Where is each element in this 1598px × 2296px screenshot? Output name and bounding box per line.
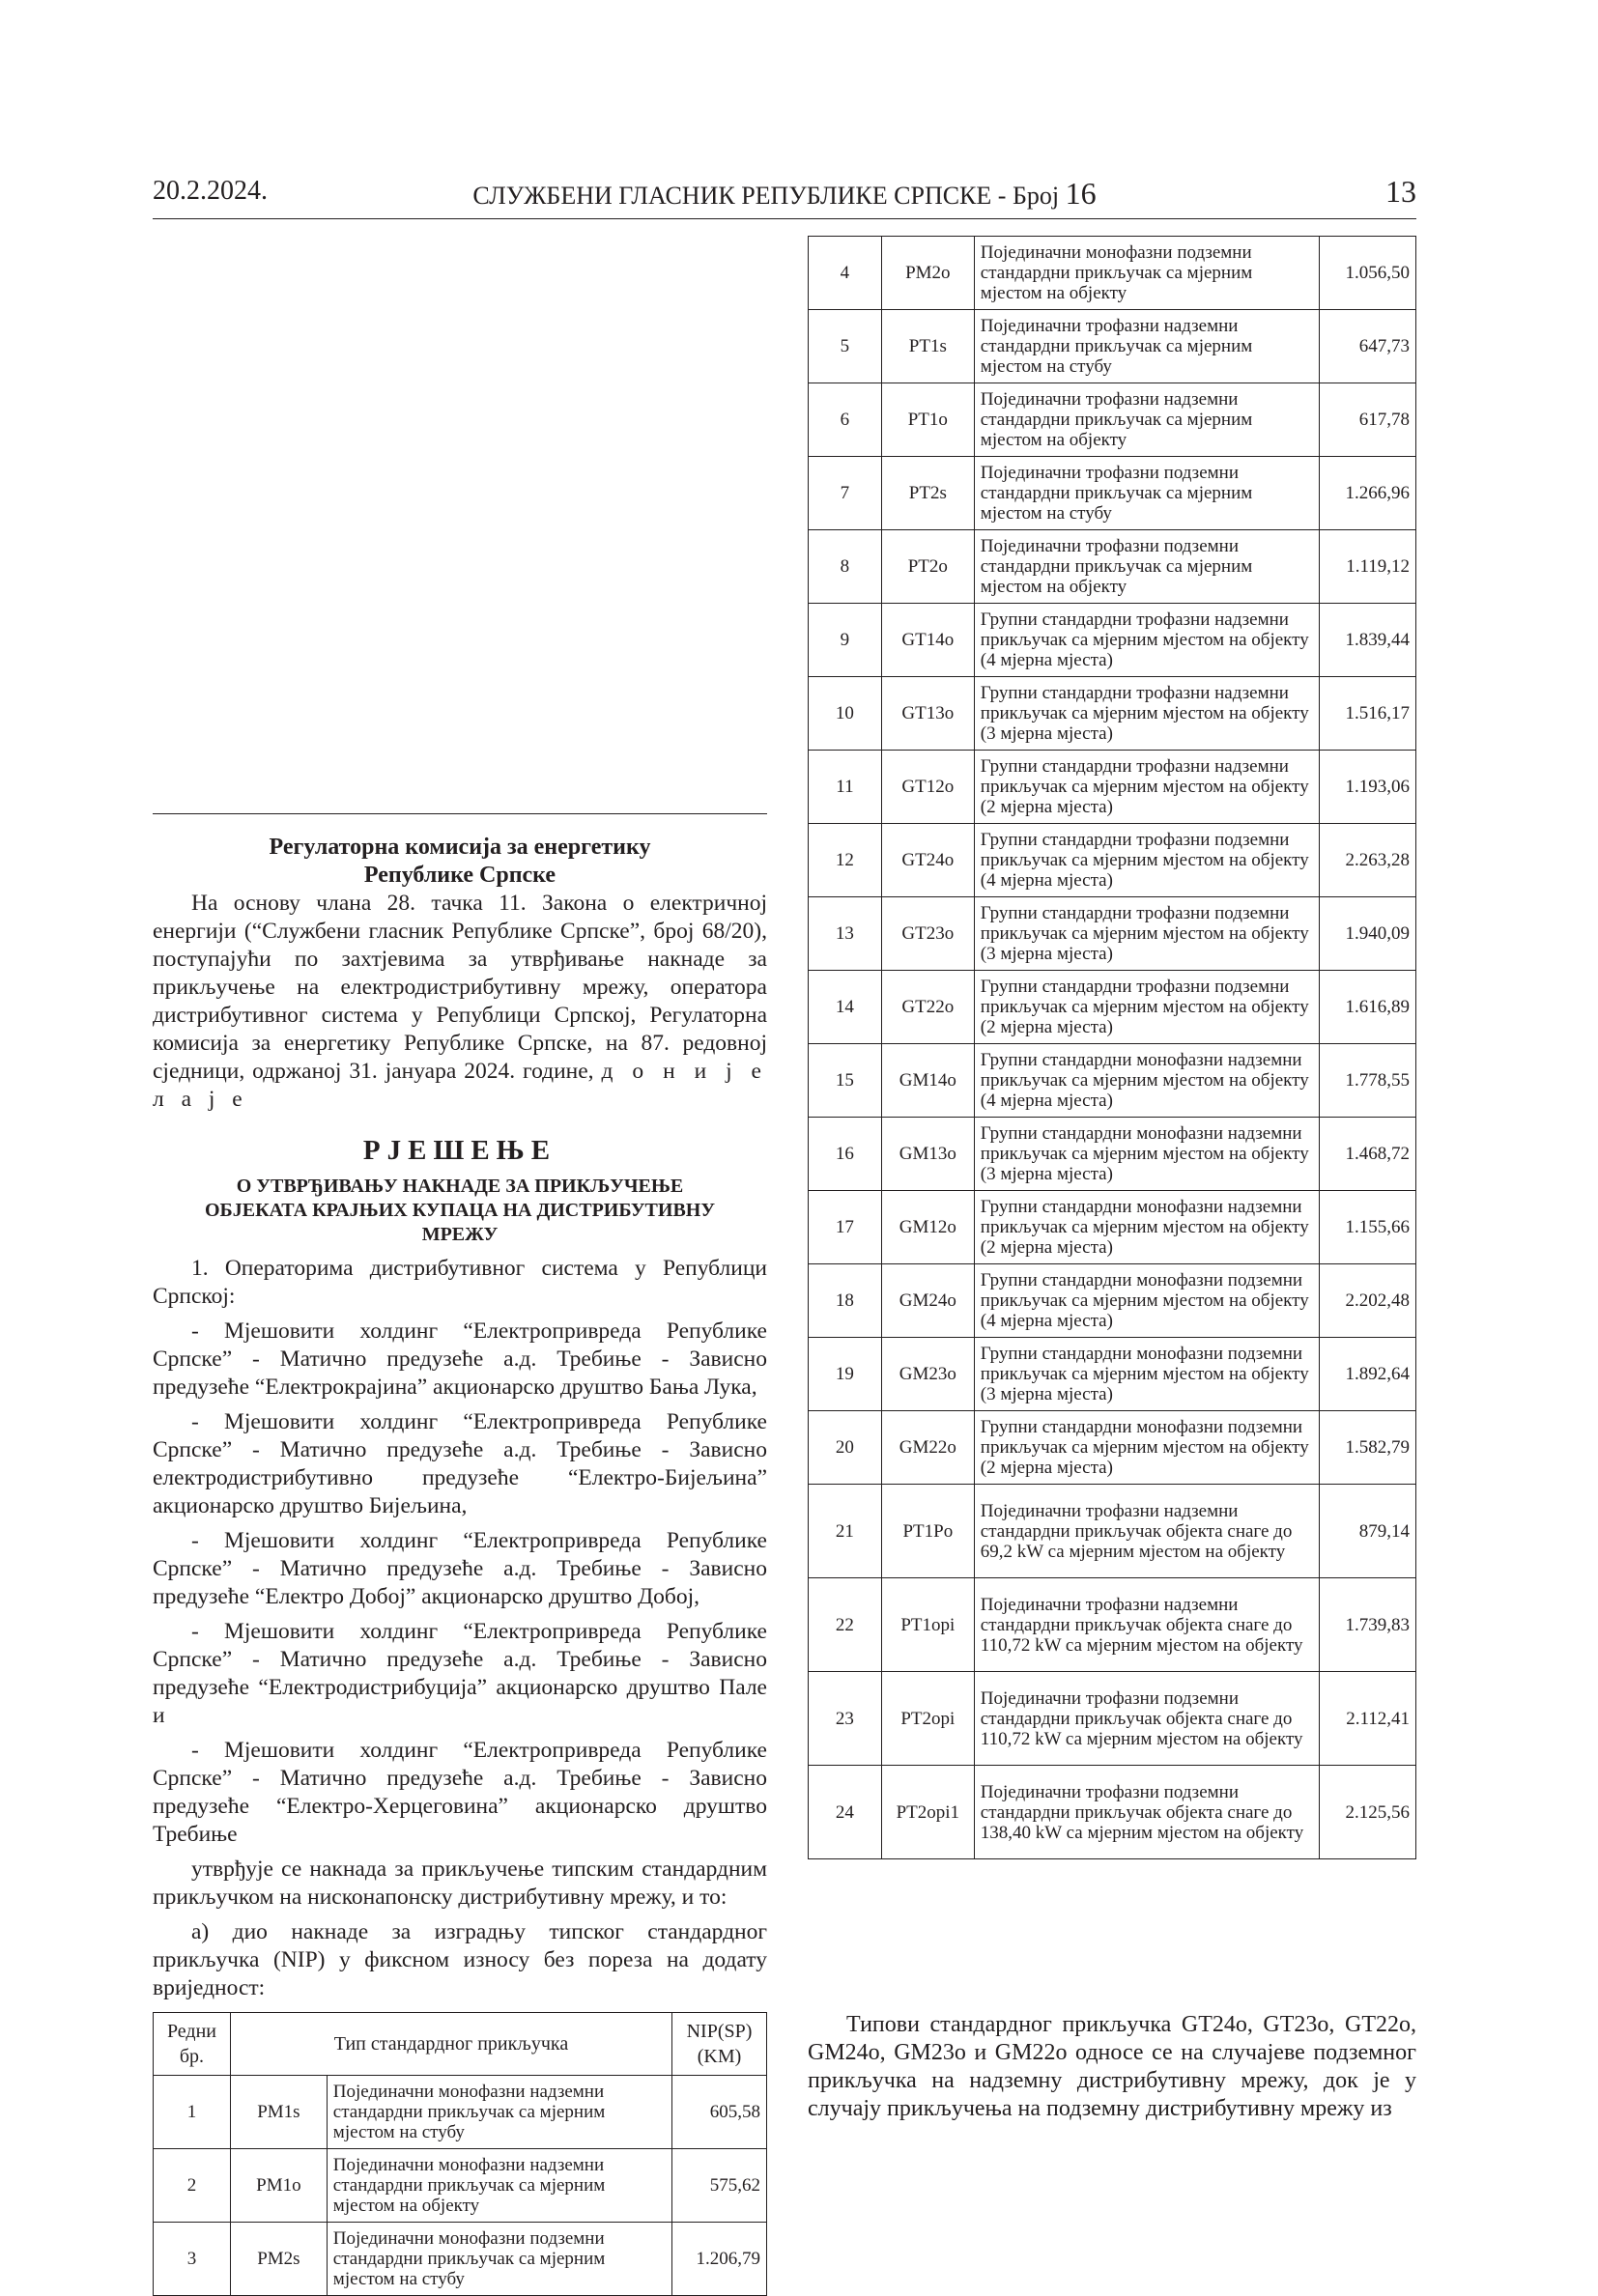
connection-code: PT1opi [881,1578,974,1672]
table-row [809,1672,1416,1766]
nip-value: 1.582,79 [1320,1411,1416,1485]
connection-description: Групни стандардни монофазни подземни прикључак са мјерним мјестом на објекту (4 мјерна мјеста) [974,1264,1319,1338]
connection-code: PM1o [230,2149,327,2223]
decision-subtitle [153,1175,767,1247]
table-row [809,897,1416,971]
preamble [153,890,767,1114]
table-row [809,530,1416,604]
table-row [809,1338,1416,1411]
connection-code: GT23o [881,897,974,971]
connection-description: Групни стандардни трофазни надземни прикључак са мјерним мјестом на објекту (4 мјерна мјеста) [974,604,1319,677]
table-row [809,824,1416,897]
subtitle-line-3: МРЕЖУ [421,1224,499,1245]
row-number: 4 [809,237,882,310]
connection-code: PT1s [881,310,974,383]
table-row [809,1264,1416,1338]
table-row [809,1578,1416,1672]
connection-description: Појединачни монофазни подземни стандардни прикључак са мјерним мјестом на објекту [974,237,1319,310]
nip-value: 2.263,28 [1320,824,1416,897]
connection-description: Појединачни трофазни подземни стандардни прикључак објекта снаге до 110,72 kW са мјерним мјестом на објекту [974,1672,1319,1766]
table-row [809,1118,1416,1191]
row-number: 22 [809,1578,882,1672]
connection-description: Појединачни монофазни надземни стандардни прикључак са мјерним мјестом на стубу [327,2076,671,2149]
connection-description: Групни стандардни монофазни надземни прикључак са мјерним мјестом на објекту (4 мјерна мјеста) [974,1044,1319,1118]
connection-description: Групни стандардни монофазни надземни прикључак са мјерним мјестом на објекту (3 мјерна мјеста) [974,1118,1319,1191]
section-divider [153,813,767,814]
row-number: 18 [809,1264,882,1338]
connection-code: PM2o [881,237,974,310]
nip-value: 2.125,56 [1320,1766,1416,1859]
issue-number: 16 [1065,176,1097,211]
connection-code: GM12o [881,1191,974,1264]
nip-value: 1.739,83 [1320,1578,1416,1672]
row-number: 16 [809,1118,882,1191]
table-row [809,310,1416,383]
paragraph: - Мјешовити холдинг “Електропривреда Републике Српске” - Матично предузеће а.д. Требиње - Зависно предузеће “Електрокрајина” акционарско друштво Бања Лука, [153,1318,767,1400]
connection-code: PT1o [881,383,974,457]
row-number: 9 [809,604,882,677]
table-row [809,1766,1416,1859]
row-number: 14 [809,971,882,1044]
header-no: Редни бр. [154,2013,231,2076]
table-row [809,751,1416,824]
connection-code: PT2o [881,530,974,604]
issuer-name [153,834,767,890]
table-row [809,383,1416,457]
nip-value: 1.839,44 [1320,604,1416,677]
connection-description: Појединачни трофазни надземни стандардни прикључак са мјерним мјестом на стубу [974,310,1319,383]
nip-value: 1.892,64 [1320,1338,1416,1411]
nip-value: 2.202,48 [1320,1264,1416,1338]
row-number: 3 [154,2223,231,2296]
connection-description: Групни стандардни трофазни надземни прикључак са мјерним мјестом на објекту (2 мјерна мјеста) [974,751,1319,824]
row-number: 10 [809,677,882,751]
table-row [809,677,1416,751]
connection-code: GM13o [881,1118,974,1191]
row-number: 12 [809,824,882,897]
closing-paragraph: Типови стандардног прикључка GT24o, GT23o, GT22o, GM24o, GM23o и GM22o односе се на случајеве подземног прикључка на надземну дистрибутивну мрежу, док је у случају прикључења на подземну дистрибутивну мрежу из [808,2012,1416,2121]
nip-value: 879,14 [1320,1485,1416,1578]
nip-value: 1.206,79 [672,2223,767,2296]
row-number: 1 [154,2076,231,2149]
row-number: 11 [809,751,882,824]
paragraph: - Мјешовити холдинг “Електропривреда Републике Српске” - Матично предузеће а.д. Требиње - Зависно предузеће “Електро Добој” акционарско друштво Добој, [153,1528,767,1609]
connection-description: Групни стандардни монофазни надземни прикључак са мјерним мјестом на објекту (2 мјерна мјеста) [974,1191,1319,1264]
row-number: 6 [809,383,882,457]
paragraph: а) дио накнаде за изградњу типског стандардног прикључка (NIP) у фиксном износу без пореза на додату вриједност: [153,1919,767,2000]
nip-value: 1.193,06 [1320,751,1416,824]
left-column [153,813,767,2296]
row-number: 15 [809,1044,882,1118]
connection-description: Групни стандардни трофазни подземни прикључак са мјерним мјестом на објекту (4 мјерна мјеста) [974,824,1319,897]
publication-title [153,176,1416,212]
connection-description: Појединачни трофазни подземни стандардни прикључак објекта снаге до 138,40 kW са мјерним мјестом на објекту [974,1766,1319,1859]
connection-description: Појединачни трофазни надземни стандардни прикључак објекта снаге до 110,72 kW са мјерним мјестом на објекту [974,1578,1319,1672]
table-row [809,604,1416,677]
closing-text [808,2011,1416,2123]
row-number: 8 [809,530,882,604]
paragraph: - Мјешовити холдинг “Електропривреда Републике Српске” - Матично предузеће а.д. Требиње - Зависно предузеће “Електро-Херцеговина” акционарско друштво Требиње [153,1738,767,1847]
row-number: 24 [809,1766,882,1859]
connection-code: GM23o [881,1338,974,1411]
connection-code: GT14o [881,604,974,677]
connection-description: Групни стандардни трофазни подземни прикључак са мјерним мјестом на објекту (3 мјерна мјеста) [974,897,1319,971]
row-number: 23 [809,1672,882,1766]
table-row [154,2076,767,2149]
table-header-row [154,2013,767,2076]
row-number: 19 [809,1338,882,1411]
row-number: 17 [809,1191,882,1264]
paragraph: - Мјешовити холдинг “Електропривреда Републике Српске” - Матично предузеће а.д. Требиње - Зависно предузеће “Електродистрибуција” акционарско друштво Пале и [153,1619,767,1728]
connection-description: Групни стандардни монофазни подземни прикључак са мјерним мјестом на објекту (2 мјерна мјеста) [974,1411,1319,1485]
connection-code: PT1Po [881,1485,974,1578]
nip-value: 1.468,72 [1320,1118,1416,1191]
fee-table-left [153,2012,767,2296]
connection-code: PM2s [230,2223,327,2296]
issuer-line-1: Регулаторна комисија за енергетику [269,835,651,860]
connection-description: Појединачни монофазни надземни стандардни прикључак са мјерним мјестом на објекту [327,2149,671,2223]
row-number: 20 [809,1411,882,1485]
nip-value: 1.155,66 [1320,1191,1416,1264]
nip-value: 647,73 [1320,310,1416,383]
fee-table-right [808,236,1416,1859]
paragraph: утврђује се накнада за прикључење типским стандардним прикључком на нисконапонску дистрибутивну мрежу, и то: [153,1857,767,1910]
publication-name: СЛУЖБЕНИ ГЛАСНИК РЕПУБЛИКЕ СРПСКЕ - Број [472,182,1060,210]
connection-code: PT2s [881,457,974,530]
page-number: 13 [1385,174,1416,209]
issue-date: 20.2.2024. [153,176,268,206]
decision-body [153,1255,767,2002]
connection-description: Појединачни трофазни надземни стандардни прикључак са мјерним мјестом на објекту [974,383,1319,457]
table-row [809,237,1416,310]
nip-value: 1.119,12 [1320,530,1416,604]
row-number: 7 [809,457,882,530]
row-number: 13 [809,897,882,971]
connection-code: GT13o [881,677,974,751]
row-number: 2 [154,2149,231,2223]
nip-value: 617,78 [1320,383,1416,457]
connection-description: Групни стандардни трофазни подземни прикључак са мјерним мјестом на објекту (2 мјерна мјеста) [974,971,1319,1044]
table-row [809,971,1416,1044]
connection-code: GT24o [881,824,974,897]
connection-description: Групни стандардни монофазни подземни прикључак са мјерним мјестом на објекту (3 мјерна мјеста) [974,1338,1319,1411]
table-row [154,2149,767,2223]
paragraph: 1. Операторима дистрибутивног система у Републици Српској: [153,1256,767,1309]
header-type: Тип стандардног прикључка [230,2013,671,2076]
connection-description: Групни стандардни трофазни надземни прикључак са мјерним мјестом на објекту (3 мјерна мјеста) [974,677,1319,751]
header-nip: NIP(SP) (KM) [672,2013,767,2076]
preamble-end: д о н и ј е л а ј е [153,1059,767,1112]
connection-code: GT12o [881,751,974,824]
decision-title: РЈЕШЕЊЕ [362,1135,557,1166]
connection-code: PM1s [230,2076,327,2149]
connection-code: GT22o [881,971,974,1044]
page-header [153,174,1416,219]
nip-value: 1.266,96 [1320,457,1416,530]
table-row [809,1191,1416,1264]
nip-value: 1.778,55 [1320,1044,1416,1118]
table-row [809,1044,1416,1118]
table-row [809,1411,1416,1485]
connection-code: GM22o [881,1411,974,1485]
nip-value: 1.056,50 [1320,237,1416,310]
nip-value: 2.112,41 [1320,1672,1416,1766]
row-number: 5 [809,310,882,383]
row-number: 21 [809,1485,882,1578]
preamble-text: На основу члана 28. тачка 11. Закона о електричној енергији (“Службени гласник Републике Српске”, број 68/20), поступајући по захтјевима за утврђивање накнаде за прикључење на електродистрибутивну мрежу, оператора дистрибутивног система у Републици Српској, Регулаторна комисија за енергетику Републике Српске, на 87. редовној сједници, одржаној 31. јануара 2024. године, [153,891,767,1084]
connection-code: PT2opi1 [881,1766,974,1859]
issuer-line-2: Републике Српске [363,863,556,888]
connection-code: GM24o [881,1264,974,1338]
nip-value: 1.616,89 [1320,971,1416,1044]
subtitle-line-1: О УТВРЂИВАЊУ НАКНАДЕ ЗА ПРИКЉУЧЕЊЕ [236,1176,684,1197]
connection-code: PT2opi [881,1672,974,1766]
nip-value: 575,62 [672,2149,767,2223]
subtitle-line-2: ОБЈЕКАТА КРАЈЊИХ КУПАЦА НА ДИСТРИБУТИВНУ [204,1200,716,1221]
connection-description: Појединачни трофазни подземни стандардни прикључак са мјерним мјестом на објекту [974,530,1319,604]
nip-value: 605,58 [672,2076,767,2149]
paragraph: - Мјешовити холдинг “Електропривреда Републике Српске” - Матично предузеће а.д. Требиње - Зависно електродистрибутивно предузеће “Електро-Бијељина” акционарско друштво Бијељина, [153,1409,767,1518]
nip-value: 1.940,09 [1320,897,1416,971]
connection-code: GM14o [881,1044,974,1118]
connection-description: Појединачни трофазни надземни стандардни прикључак објекта снаге до 69,2 kW са мјерним мјестом на објекту [974,1485,1319,1578]
table-row [809,457,1416,530]
table-row [809,1485,1416,1578]
nip-value: 1.516,17 [1320,677,1416,751]
connection-description: Појединачни монофазни подземни стандардни прикључак са мјерним мјестом на стубу [327,2223,671,2296]
connection-description: Појединачни трофазни подземни стандардни прикључак са мјерним мјестом на стубу [974,457,1319,530]
